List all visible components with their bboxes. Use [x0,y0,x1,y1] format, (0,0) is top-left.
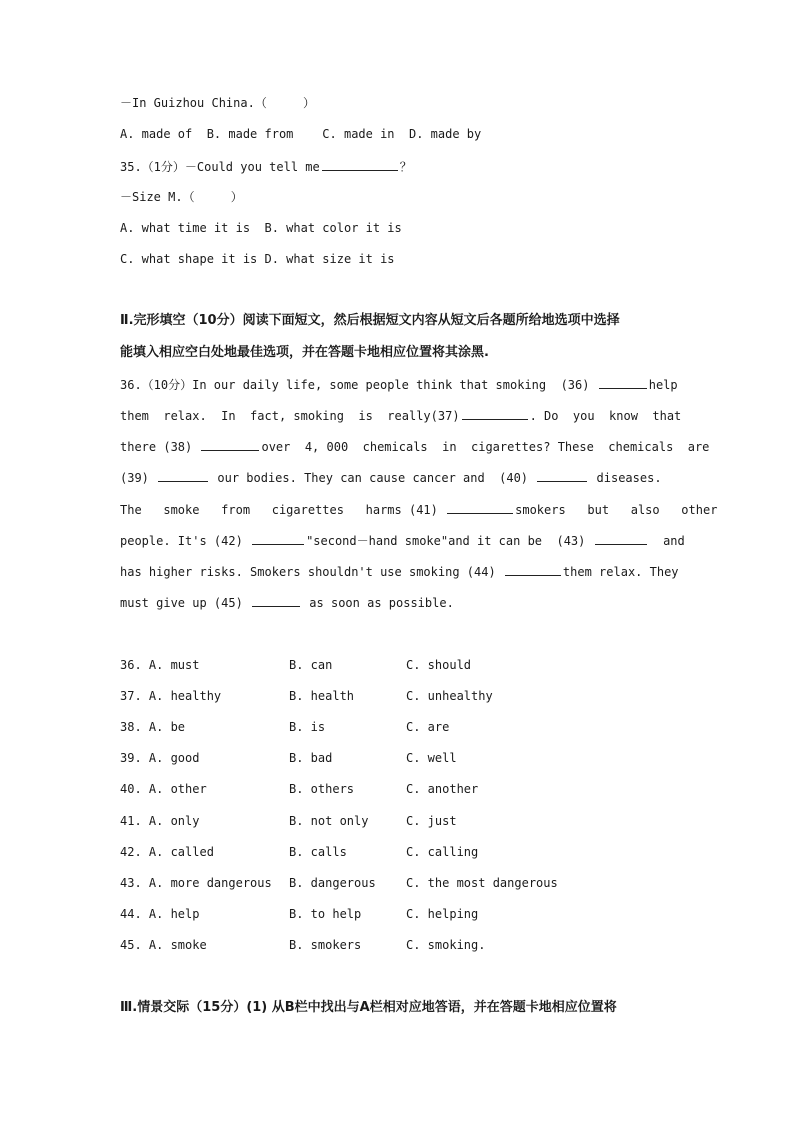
passage-line-4 [120,469,662,486]
passage-text: has higher risks. Smokers shouldn't use smoking (44) [120,565,496,579]
q35-question-text: 35.（1分）－Could you tell me [120,160,320,174]
q35-answer-line: －Size M.（ ） [120,190,243,204]
choice-36-c[interactable]: C. should [406,658,472,672]
passage-line-3 [120,438,709,455]
choice-39-b[interactable]: B. bad [289,751,333,765]
passage-text: people. It's (42) [120,534,243,548]
choice-41-c[interactable]: C. just [406,814,457,828]
blank-42[interactable] [252,532,304,545]
q34-answer-line: －In Guizhou China.（ ） [120,96,315,110]
choice-36-b[interactable]: B. can [289,658,333,672]
passage-text: help [648,378,678,392]
blank-40[interactable] [537,469,587,482]
choice-40-a[interactable]: 40. A. other [120,782,207,796]
passage-text: as soon as possible. [309,596,454,610]
q35-options-row-1: A. what time it is B. what color it is [120,221,402,235]
passage-line-7 [120,563,679,580]
passage-text: them relax. They [562,565,679,579]
passage-text: over 4, 000 chemicals in cigarettes? These chemicals are [261,440,710,454]
choice-39-a[interactable]: 39. A. good [120,751,200,765]
passage-text: must give up (45) [120,596,243,610]
passage-text: "second－hand smoke"and it can be (43) [306,534,586,548]
choice-44-c[interactable]: C. helping [406,907,479,921]
choice-44-a[interactable]: 44. A. help [120,907,200,921]
choice-45-a[interactable]: 45. A. smoke [120,938,207,952]
choice-38-c[interactable]: C. are [406,720,450,734]
passage-text: our bodies. They can cause cancer and (40) [217,471,529,485]
passage-text: and [663,534,685,548]
choice-37-c[interactable]: C. unhealthy [406,689,493,703]
passage-text: The smoke from cigarettes harms (41) [120,503,438,517]
blank-43[interactable] [595,532,647,545]
q35-answer-blank[interactable] [322,158,398,171]
section2-heading-line-2: 能填入相应空白处地最佳选项，并在答题卡地相应位置将其涂黑. [120,345,489,360]
passage-text: (39) [120,471,149,485]
choice-40-c[interactable]: C. another [406,782,479,796]
passage-text: . Do you know that [529,409,682,423]
q35-options-row-2: C. what shape it is D. what size it is [120,252,395,266]
passage-line-1 [120,376,678,393]
choice-43-a[interactable]: 43. A. more dangerous [120,876,272,890]
passage-text: smokers but also other [515,503,718,517]
choice-38-a[interactable]: 38. A. be [120,720,186,734]
blank-36[interactable] [599,376,647,389]
blank-41[interactable] [447,501,513,514]
passage-text: them relax. In fact, smoking is really(37) [120,409,460,423]
choice-41-b[interactable]: B. not only [289,814,369,828]
blank-45[interactable] [252,594,300,607]
choice-44-b[interactable]: B. to help [289,907,362,921]
blank-44[interactable] [505,563,561,576]
choice-40-b[interactable]: B. others [289,782,355,796]
passage-line-5 [120,501,717,518]
q35-question-end: ？ [399,160,412,174]
choice-36-a[interactable]: 36. A. must [120,658,200,672]
passage-line-8 [120,594,454,611]
choice-43-b[interactable]: B. dangerous [289,876,376,890]
choice-37-b[interactable]: B. health [289,689,355,703]
passage-line-2 [120,407,681,424]
choice-45-c[interactable]: C. smoking. [406,938,486,952]
section2-heading-line-1: Ⅱ.完形填空（10分）阅读下面短文，然后根据短文内容从短文后各题所给地选项中选择 [120,313,620,328]
passage-text: diseases. [596,471,662,485]
choice-38-b[interactable]: B. is [289,720,326,734]
blank-39[interactable] [158,469,208,482]
choice-42-c[interactable]: C. calling [406,845,479,859]
q35-question [120,158,412,175]
passage-text: there (38) [120,440,193,454]
choice-42-b[interactable]: B. calls [289,845,347,859]
choice-41-a[interactable]: 41. A. only [120,814,200,828]
choice-39-c[interactable]: C. well [406,751,457,765]
choice-45-b[interactable]: B. smokers [289,938,362,952]
choice-43-c[interactable]: C. the most dangerous [406,876,558,890]
blank-37[interactable] [462,407,528,420]
choice-37-a[interactable]: 37. A. healthy [120,689,222,703]
q34-options: A. made of B. made from C. made in D. made by [120,127,482,141]
section3-heading-line-1: Ⅲ.情景交际（15分）(1) 从B栏中找出与A栏相对应地答语，并在答题卡地相应位置将 [120,1000,617,1015]
passage-text: 36.（10分）In our daily life, some people think that smoking (36) [120,378,590,392]
choice-42-a[interactable]: 42. A. called [120,845,214,859]
blank-38[interactable] [201,438,259,451]
passage-line-6 [120,532,685,549]
